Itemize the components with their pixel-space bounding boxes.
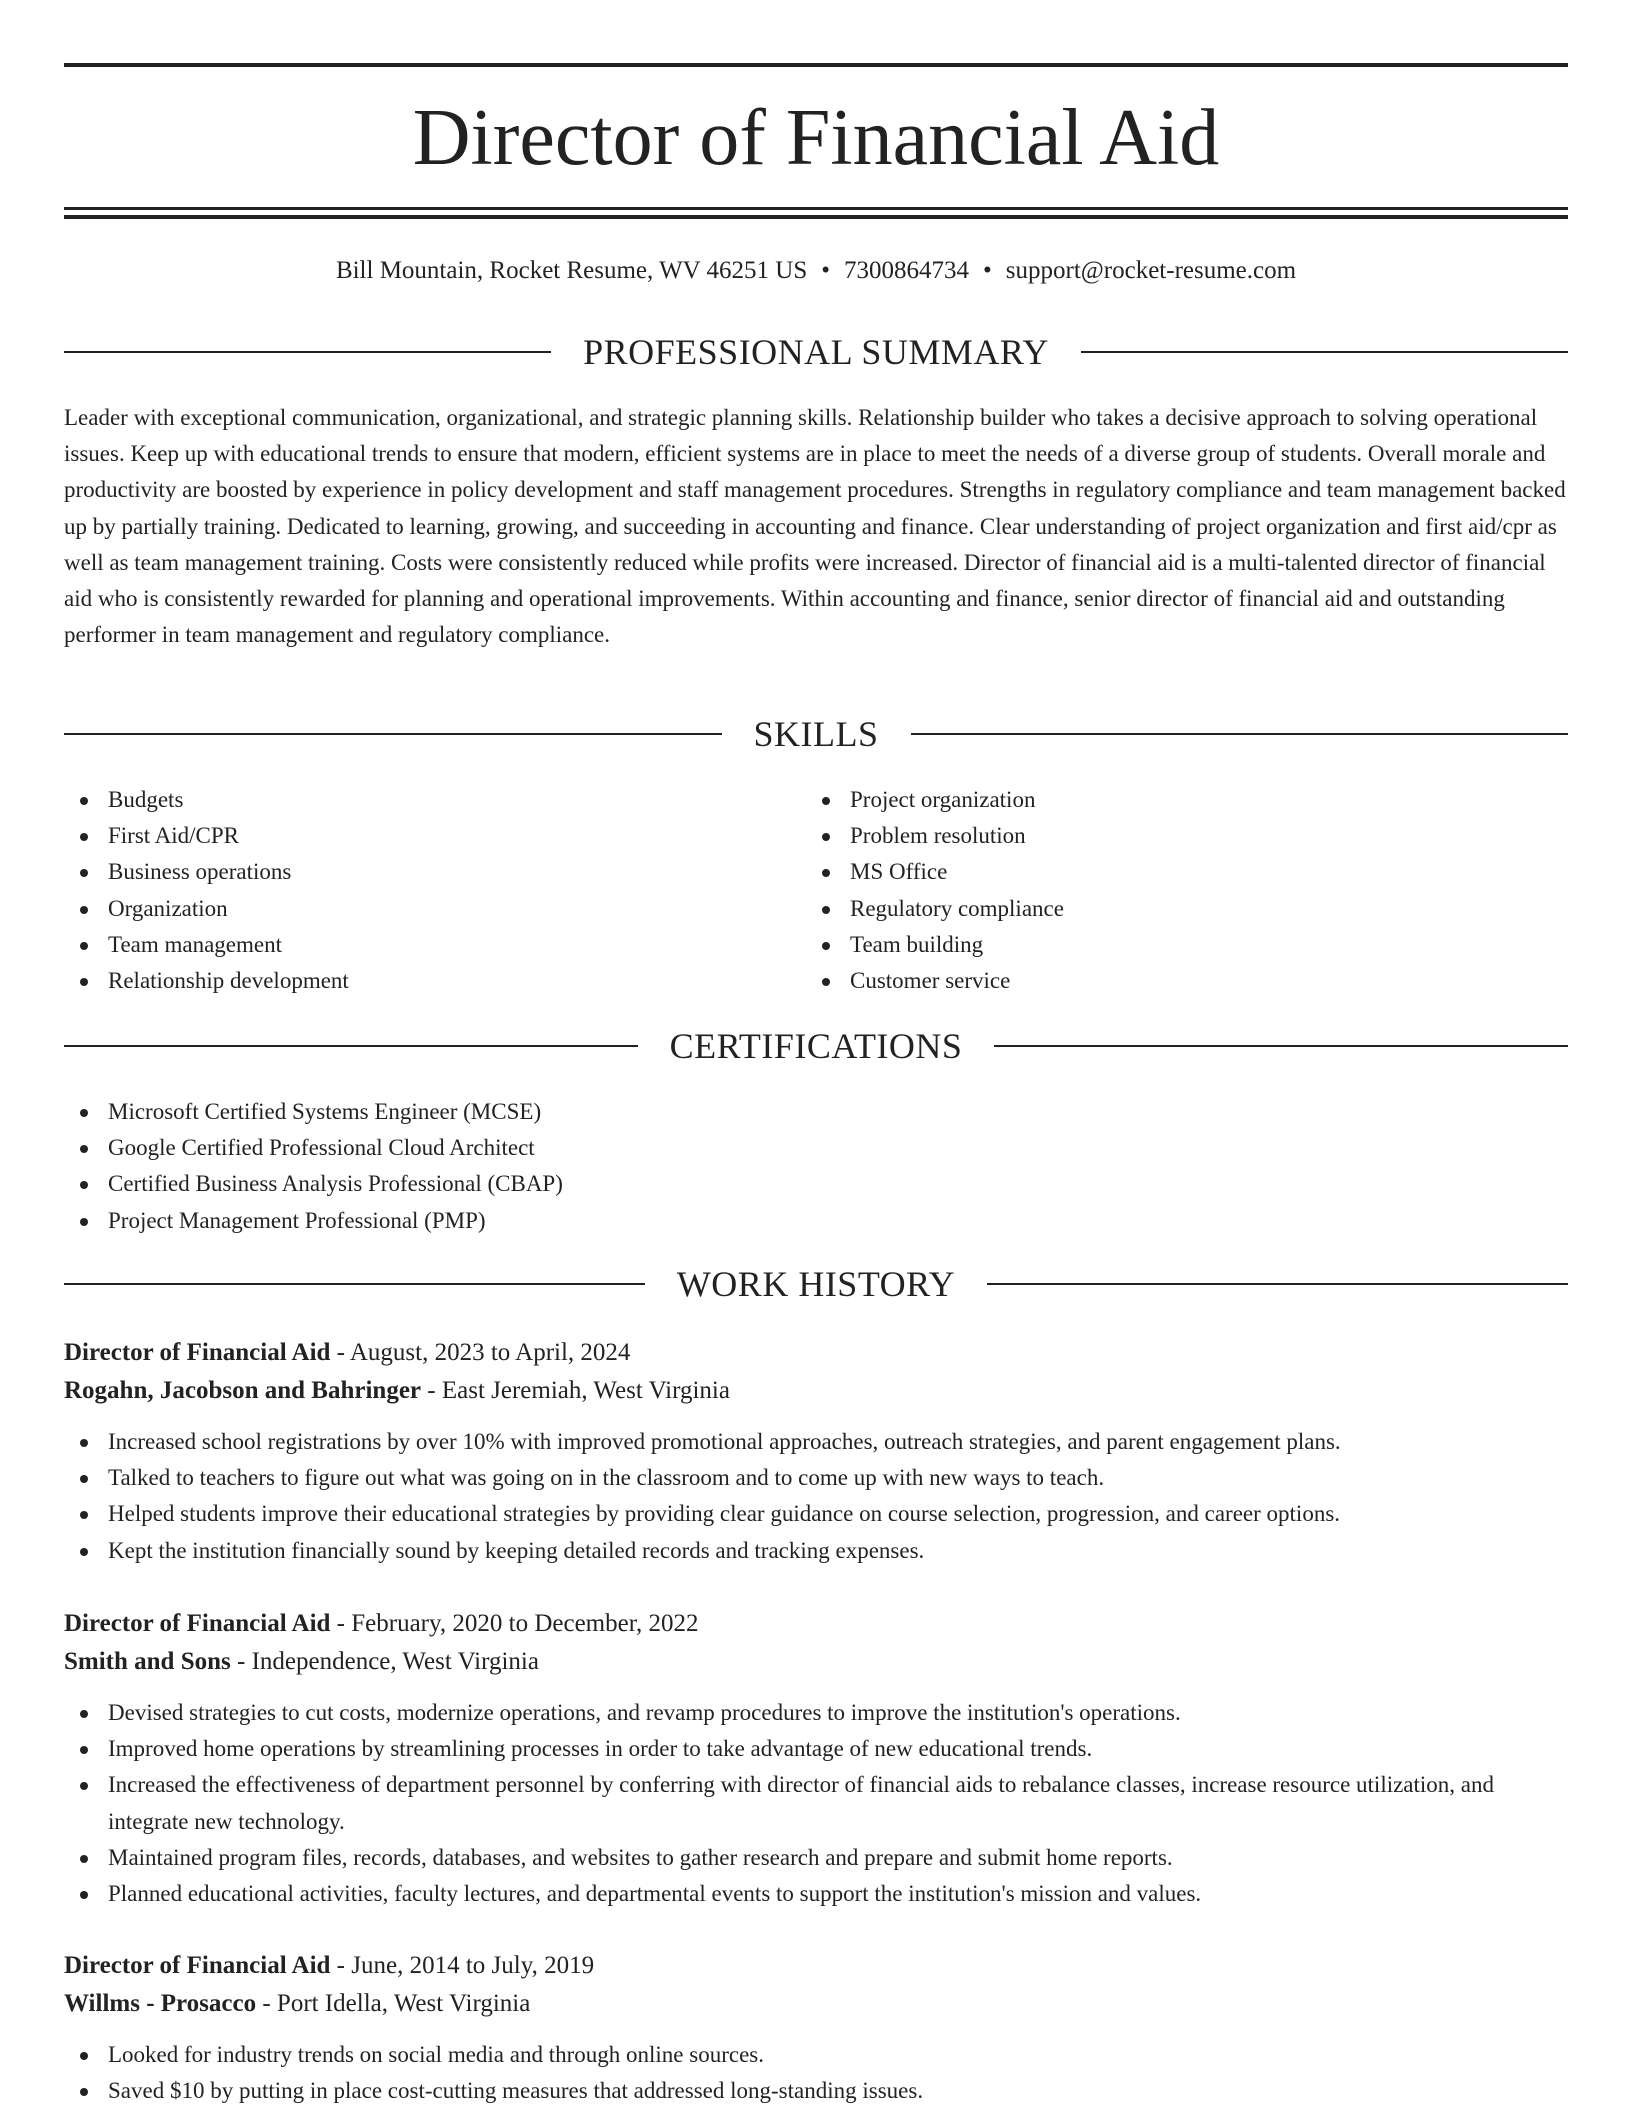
skill-item: Regulatory compliance xyxy=(806,891,1064,927)
job-title-line xyxy=(64,1947,1568,1985)
section-rule xyxy=(994,1045,1568,1047)
skills-list-right xyxy=(806,782,1064,999)
summary-heading: PROFESSIONAL SUMMARY xyxy=(583,332,1049,372)
job-company-line xyxy=(64,1985,1568,2023)
job-bullet: Helped students improve their educational strategies by providing clear guidance on course selection, progression, and career options. xyxy=(64,1496,1568,1532)
work-section-header xyxy=(64,1262,1568,1306)
job-dates: - February, 2020 to December, 2022 xyxy=(330,1610,699,1637)
skill-item: Project organization xyxy=(806,782,1064,818)
job-title-line xyxy=(64,1605,1568,1643)
job-bullet: Looked for industry trends on social media and through online sources. xyxy=(64,2037,1568,2073)
job-company-line xyxy=(64,1372,1568,1410)
summary-section-header xyxy=(64,330,1568,374)
contact-phone: 7300864734 xyxy=(844,257,969,284)
certification-item: Google Certified Professional Cloud Architect xyxy=(64,1130,563,1166)
job-location: - East Jeremiah, West Virginia xyxy=(421,1377,730,1404)
job-bullet: Devised strategies to cut costs, modernize operations, and revamp procedures to improve the institution's operations. xyxy=(64,1695,1568,1731)
skill-item: Problem resolution xyxy=(806,818,1064,854)
section-rule xyxy=(64,351,551,353)
certification-item: Certified Business Analysis Professional (CBAP) xyxy=(64,1166,563,1202)
top-rule xyxy=(64,63,1568,67)
page-title: Director of Financial Aid xyxy=(412,94,1220,182)
section-rule xyxy=(911,733,1569,735)
contact-email: support@rocket-resume.com xyxy=(1005,257,1297,284)
section-rule xyxy=(64,733,722,735)
skill-item: Relationship development xyxy=(64,963,349,999)
skills-section-header xyxy=(64,712,1568,756)
contact-address: Bill Mountain, Rocket Resume, WV 46251 US xyxy=(335,257,808,284)
skill-item: Budgets xyxy=(64,782,349,818)
job-bullet: Increased school registrations by over 10% with improved promotional approaches, outreach strategies, and parent engagement plans. xyxy=(64,1424,1568,1460)
skill-item: Business operations xyxy=(64,854,349,890)
job-bullet: Talked to teachers to figure out what was going on in the classroom and to come up with new ways to teach. xyxy=(64,1460,1568,1496)
skill-item: Team management xyxy=(64,927,349,963)
skill-item: Team building xyxy=(806,927,1064,963)
job-entry xyxy=(64,1947,1568,2109)
job-location: - Port Idella, West Virginia xyxy=(256,1990,531,2017)
section-rule xyxy=(64,1045,638,1047)
job-company-line xyxy=(64,1643,1568,1681)
job-location: - Independence, West Virginia xyxy=(230,1648,539,1675)
certification-item: Microsoft Certified Systems Engineer (MCSE) xyxy=(64,1094,563,1130)
title-double-rule xyxy=(64,207,1568,219)
skill-item: Customer service xyxy=(806,963,1064,999)
job-bullet: Saved $10 by putting in place cost-cutting measures that addressed long-standing issues. xyxy=(64,2073,1568,2109)
job-bullets xyxy=(64,1695,1568,1912)
certifications-section-header xyxy=(64,1024,1568,1068)
contact-line xyxy=(64,254,1568,288)
section-rule xyxy=(1081,351,1568,353)
contact-separator: • xyxy=(821,257,830,284)
skills-list-left xyxy=(64,782,349,999)
job-bullet: Improved home operations by streamlining processes in order to take advantage of new educational trends. xyxy=(64,1731,1568,1767)
contact-separator: • xyxy=(983,257,992,284)
skill-item: MS Office xyxy=(806,854,1064,890)
job-bullets xyxy=(64,2037,1568,2109)
job-company: Willms - Prosacco xyxy=(64,1990,257,2017)
job-bullet: Planned educational activities, faculty lectures, and departmental events to support the institution's mission and values. xyxy=(64,1876,1568,1912)
job-entry xyxy=(64,1605,1568,1912)
job-title: Director of Financial Aid xyxy=(64,1952,331,1979)
job-entry xyxy=(64,1334,1568,1569)
summary-text: Leader with exceptional communication, organizational, and strategic planning skills. Relationship builder who takes a decisive approach to solving operational issues. Keep up with educational trends to ensure that modern, efficient systems are in place to meet the needs of a diverse group of students. Overall morale and productivity are boosted by experience in policy development and staff management procedures. Strengths in regulatory compliance and team management backed up by partially training. Dedicated to learning, growing, and succeeding in accounting and finance. Clear understanding of project organization and first aid/cpr as well as team management training. Costs were consistently reduced while profits were increased. Director of financial aid is a multi-talented director of financial aid who is consistently rewarded for planning and operational improvements. Within accounting and finance, senior director of financial aid and outstanding performer in team management and regulatory compliance. xyxy=(64,405,1566,648)
skill-item: Organization xyxy=(64,891,349,927)
certifications-list xyxy=(64,1094,563,1239)
job-bullet: Maintained program files, records, databases, and websites to gather research and prepare and submit home reports. xyxy=(64,1840,1568,1876)
certifications-heading: CERTIFICATIONS xyxy=(669,1026,963,1066)
job-dates: - August, 2023 to April, 2024 xyxy=(330,1339,631,1366)
certification-item: Project Management Professional (PMP) xyxy=(64,1203,563,1239)
job-bullet: Kept the institution financially sound by keeping detailed records and tracking expenses. xyxy=(64,1533,1568,1569)
job-bullets xyxy=(64,1424,1568,1569)
section-rule xyxy=(64,1283,645,1285)
job-title: Director of Financial Aid xyxy=(64,1339,331,1366)
job-company: Smith and Sons xyxy=(64,1648,231,1675)
job-dates: - June, 2014 to July, 2019 xyxy=(330,1952,595,1979)
job-title-line xyxy=(64,1334,1568,1372)
job-title: Director of Financial Aid xyxy=(64,1610,331,1637)
work-heading: WORK HISTORY xyxy=(676,1264,956,1304)
section-rule xyxy=(987,1283,1568,1285)
job-company: Rogahn, Jacobson and Bahringer xyxy=(64,1377,422,1404)
skills-heading: SKILLS xyxy=(753,714,879,754)
job-bullet: Increased the effectiveness of department personnel by conferring with director of financial aids to rebalance classes, increase resource utilization, and integrate new technology. xyxy=(64,1767,1568,1839)
skill-item: First Aid/CPR xyxy=(64,818,349,854)
